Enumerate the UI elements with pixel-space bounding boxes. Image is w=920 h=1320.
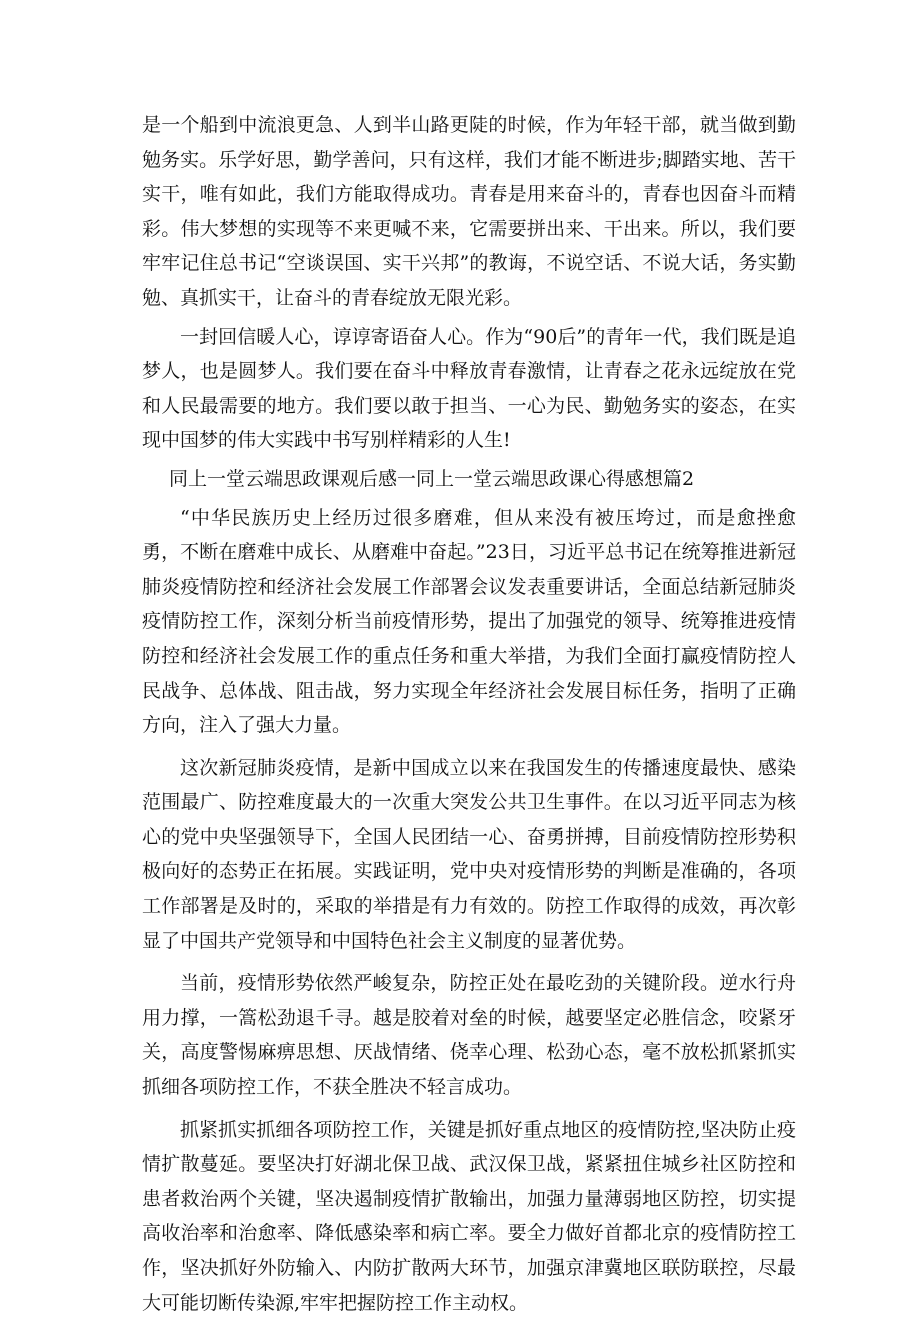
paragraph-current-situation: 当前，疫情形势依然严峻复杂，防控正处在最吃劲的关键阶段。逆水行舟用力撑，一篙松劲退千寻。越是胶着对垒的时候，越要坚定必胜信念，咬紧牙关，高度警惕麻痹思想、厌战情绪、侥幸心理、松劲心态，毫不放松抓紧抓实抓细各项防控工作，不获全胜决不轻言成功。	[142, 972, 796, 1099]
paragraph-continuation: 是一个船到中流浪更急、人到半山路更陡的时候，作为年轻干部，就当做到勤勉务实。乐学好思，勤学善问，只有这样，我们才能不断进步;脚踏实地、苦干实干，唯有如此，我们方能取得成功。青春是用来奋斗的，青春也因奋斗而精彩。伟大梦想的实现等不来更喊不来，它需要拼出来、干出来。所以，我们要牢牢记住总书记“空谈误国、实干兴邦”的教诲，不说空话、不说大话，务实勤勉、真抓实干，让奋斗的青春绽放无限光彩。	[142, 114, 796, 309]
paragraph-reply-letter: 一封回信暖人心，谆谆寄语奋人心。作为“90后”的青年一代，我们既是追梦人，也是圆梦人。我们要在奋斗中释放青春激情，让青春之花永远绽放在党和人民最需要的地方。我们要以敢于担当、一心为民、勤勉务实的姿态，在实现中国梦的伟大实践中书写别样精彩的人生!	[142, 325, 796, 452]
paragraph-epidemic-overview: 这次新冠肺炎疫情，是新中国成立以来在我国发生的传播速度最快、感染范围最广、防控难度最大的一次重大突发公共卫生事件。在以习近平同志为核心的党中央坚强领导下，全国人民团结一心、奋勇拼搏，目前疫情防控形势积极向好的态势正在拓展。实践证明，党中央对疫情形势的判断是准确的，各项工作部署是及时的，采取的举措是有力有效的。防控工作取得的成效，再次彰显了中国共产党领导和中国特色社会主义制度的显著优势。	[142, 756, 796, 952]
document-body	[142, 108, 796, 1320]
paragraph-speech-quote: “中华民族历史上经历过很多磨难，但从来没有被压垮过，而是愈挫愈勇，不断在磨难中成长、从磨难中奋起。”23日，习近平总书记在统筹推进新冠肺炎疫情防控和经济社会发展工作部署会议发表重要讲话，全面总结新冠肺炎疫情防控工作，深刻分析当前疫情形势，提出了加强党的领导、统筹推进疫情防控和经济社会发展工作的重点任务和重大举措，为我们全面打赢疫情防控人民战争、总体战、阻击战，努力实现全年经济社会发展目标任务，指明了正确方向，注入了强大力量。	[142, 506, 796, 737]
section-heading: 同上一堂云端思政课观后感一同上一堂云端思政课心得感想篇2	[169, 467, 695, 490]
paragraph-key-regions: 抓紧抓实抓细各项防控工作，关键是抓好重点地区的疫情防控,坚决防止疫情扩散蔓延。要坚决打好湖北保卫战、武汉保卫战，紧紧扭住城乡社区防控和患者救治两个关键，坚决遏制疫情扩散输出，加强力量薄弱地区防控，切实提高收治率和治愈率、降低感染率和病亡率。要全力做好首都北京的疫情防控工作，坚决抓好外防输入、内防扩散两大环节，加强京津冀地区联防联控，尽最大可能切断传染源,牢牢把握防控工作主动权。	[142, 1118, 796, 1314]
